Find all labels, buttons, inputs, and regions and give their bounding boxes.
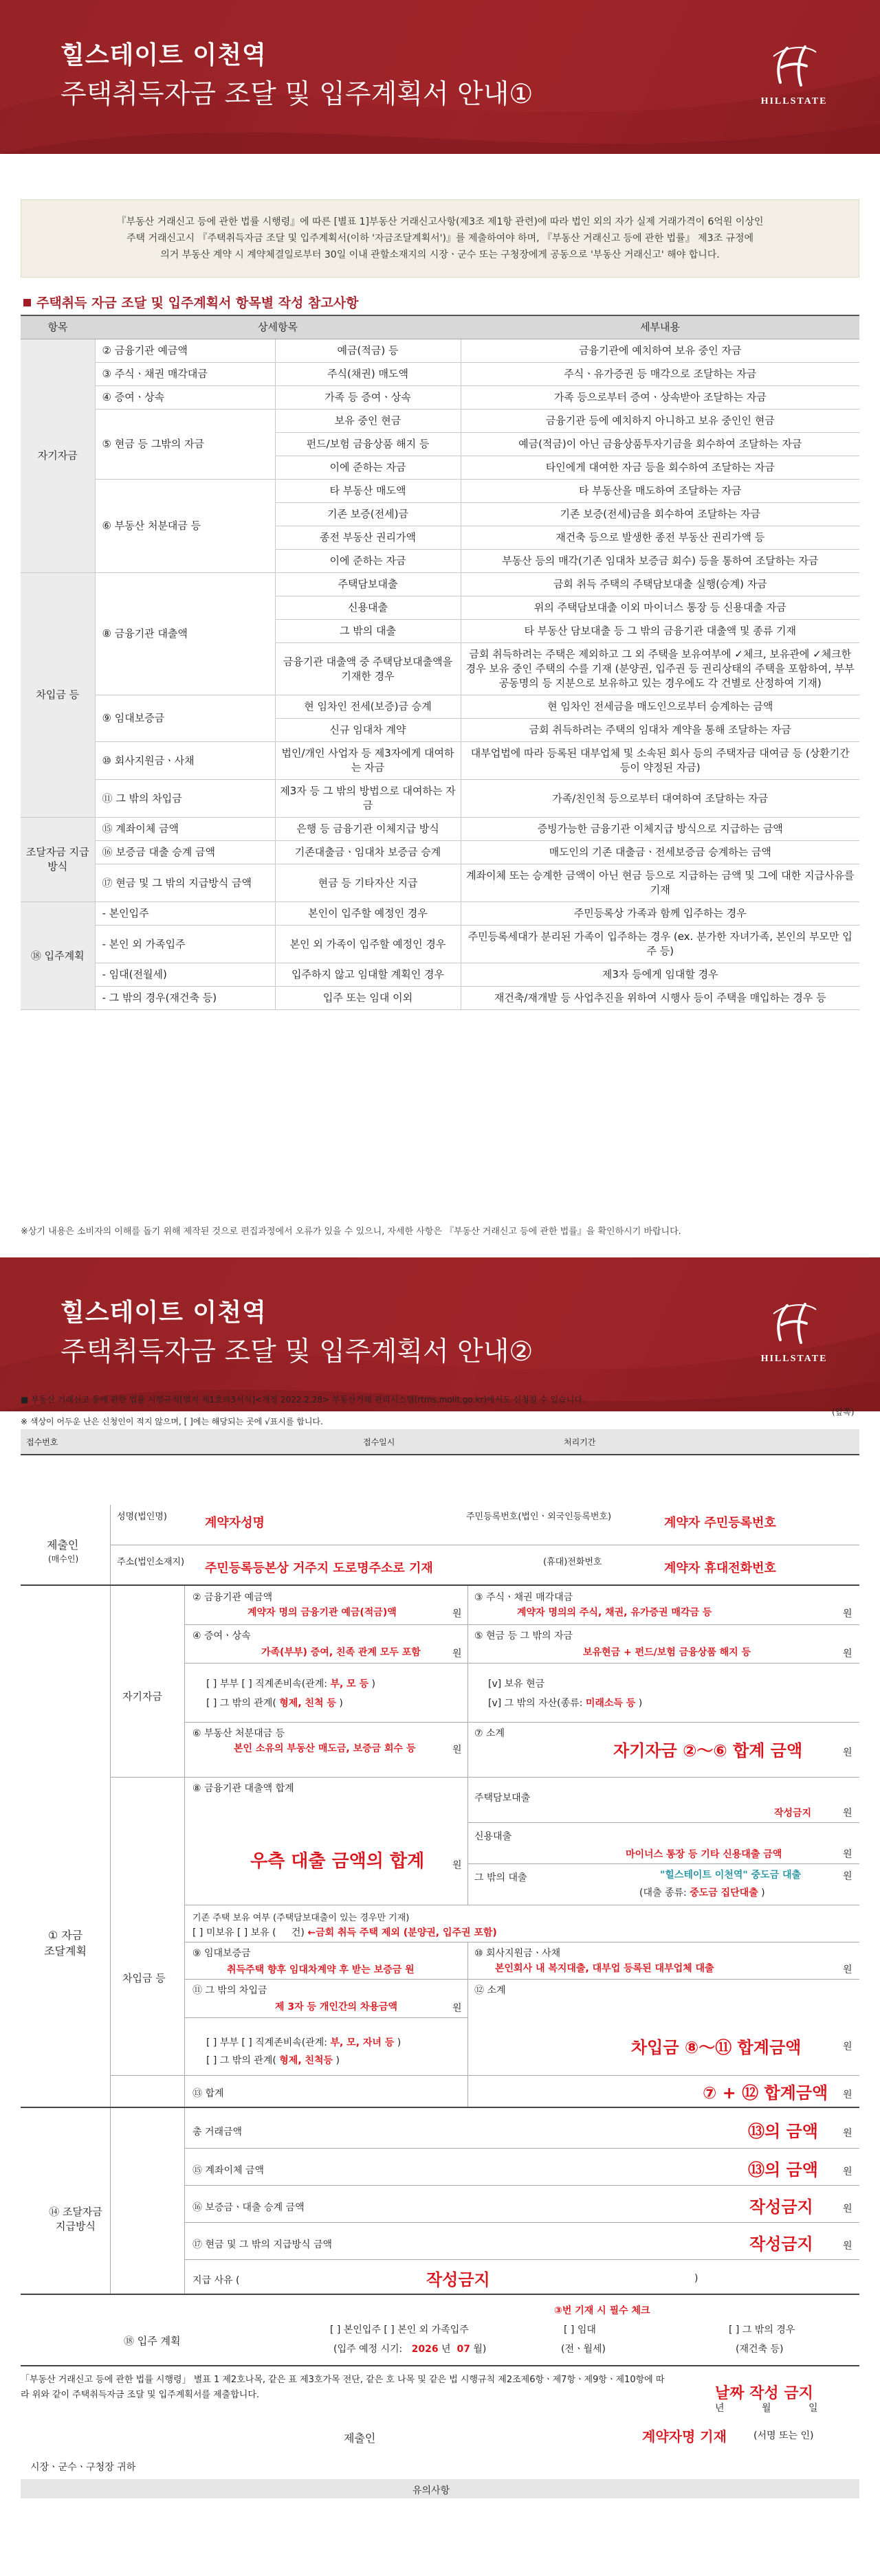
fund-plan-label-1: ① 자금: [47, 1929, 83, 1942]
content-cell: 예금(적금)이 아닌 금융상품투자기금을 회수하여 조달하는 자금: [461, 433, 859, 456]
item-17-value[interactable]: 작성금지: [749, 2235, 813, 2254]
item-cell: ⑨ 임대보증금: [95, 695, 275, 742]
item-4a-value[interactable]: 부, 모 등: [330, 1679, 369, 1690]
item-11a-value[interactable]: 부, 모, 자녀 등: [330, 2037, 395, 2048]
own-funds-label: 자기자금: [122, 1690, 162, 1703]
table-row: [21, 695, 859, 719]
mortgage-value[interactable]: 작성금지: [774, 1808, 812, 1819]
item-12-value[interactable]: 차입금 ⑧～⑪ 합계금액: [631, 2038, 802, 2057]
table-row: [21, 480, 859, 503]
move-in-other-checkbox[interactable]: [ ] 그 밖의 경우: [729, 2325, 795, 2336]
detail-cell: 본인이 입주할 예정인 경우: [275, 902, 461, 926]
table-row: [21, 386, 859, 410]
item-11-relation-1: [ ] 부부 [ ] 직계존비속(관계: 부, 모, 자녀 등 ): [206, 2037, 402, 2048]
banner-1: [0, 0, 880, 154]
content-cell: 금회 취득하려는 주택은 제외하고 그 외 주택을 보유여부에 ✓체크, 보유관에 ✓체크한 경우 보유 중인 주택의 수를 기재 (분양권, 입주권 등 권리상태의 주택을 포함하여, 부부공동명의 등 지분으로 보유하고 있는 경우에도 각 건별로 산정하여 기재): [461, 643, 859, 695]
won-unit: 원: [843, 2041, 852, 2052]
item-5-value[interactable]: 보유현금 + 펀드/보험 금융상품 해지 등: [583, 1647, 751, 1658]
detail-cell: 금융기관 대출액 중 주택담보대출액을 기재한 경우: [275, 643, 461, 695]
item-5b-text: [v] 그 밖의 자산(종류:: [488, 1698, 583, 1709]
logo-text: HILLSTATE: [760, 1354, 828, 1364]
item-4b-value[interactable]: 형제, 친척 등: [279, 1698, 336, 1709]
receipt-row: [21, 1429, 859, 1454]
address-value[interactable]: 주민등록등본상 거주지 도로명주소로 기재: [205, 1561, 433, 1576]
hillstate-logo-icon: [767, 43, 822, 91]
move-in-year[interactable]: 2026: [411, 2344, 439, 2355]
detail-cell: 신용대출: [275, 596, 461, 620]
rent-required-note: ③번 기재 시 필수 체크: [554, 2305, 650, 2316]
fund-plan-label: [34, 1927, 96, 1958]
detail-cell: 제3자 등 그 밖의 방법으로 대여하는 자금: [275, 780, 461, 818]
won-unit: 원: [452, 2003, 462, 2014]
table-row: [21, 818, 859, 841]
recipient: 시장ㆍ군수ㆍ구청장 귀하: [30, 2462, 136, 2473]
name-value[interactable]: 계약자성명: [205, 1516, 265, 1530]
name-label: 성명(법인명): [117, 1512, 167, 1522]
won-unit: 원: [452, 1609, 462, 1620]
won-unit: 원: [843, 1849, 852, 1860]
item-11a-text: [ ] 부부 [ ] 직계존비속(관계:: [206, 2037, 327, 2048]
total-price-value[interactable]: ⑬의 금액: [748, 2122, 818, 2141]
table-row: [21, 926, 859, 963]
existing-home-note: ←금회 취득 주택 제외 (분양권, 입주권 포함): [307, 1927, 497, 1938]
notice-line: 주택 거래신고시 『주택취득자금 조달 및 입주계획서(이하 '자금조달계획서')』를 제출하여야 하며, 『부동산 거래신고 등에 관한 법률』 제3조 규정에: [126, 233, 754, 244]
content-cell: 재건축 등으로 발생한 종전 부동산 권리가액 등: [461, 526, 859, 550]
content-cell: 제3자 등에게 임대할 경우: [461, 963, 859, 987]
detail-cell: 현금 등 기타자산 지급: [275, 864, 461, 902]
item-3-value[interactable]: 계약자 명의의 주식, 채권, 유가증권 매각금 등: [517, 1607, 712, 1618]
id-value[interactable]: 계약자 주민등록번호: [664, 1516, 776, 1530]
month-unit: 월): [473, 2344, 487, 2355]
loan-type-label: (대출 종류:: [639, 1888, 687, 1899]
item-cell: ⑪ 그 밖의 차입금: [95, 780, 275, 818]
col-header: 상세항목: [95, 315, 461, 339]
notice-box: [21, 199, 859, 278]
content-cell: 대부업법에 따라 등록된 대부업체 및 소속된 회사 등의 주택자금 대여금 등 (상환기간 등이 약정된 자금): [461, 742, 859, 780]
id-label: 주민등록번호(법인ㆍ외국인등록번호): [466, 1512, 612, 1522]
item-4-relation-2: [ ] 그 밖의 관계( 형제, 친척 등 ): [206, 1698, 343, 1709]
guide-text: ※ 색상이 어두운 난은 신청인이 적지 않으며, [ ]에는 해당되는 곳에 √표시를 합니다.: [21, 1417, 323, 1426]
item-cell: ③ 주식ㆍ채권 매각대금: [95, 363, 275, 386]
table-row: [21, 963, 859, 987]
detail-cell: 종전 부동산 권리가액: [275, 526, 461, 550]
detail-cell: 펀드/보험 금융상품 해지 등: [275, 433, 461, 456]
detail-cell: 이에 준하는 자금: [275, 550, 461, 573]
item-8-value[interactable]: 우측 대출 금액의 합계: [250, 1851, 425, 1872]
won-unit: 원: [843, 1747, 852, 1758]
item-5-checkbox-other[interactable]: [v] 그 밖의 자산(종류: 미래소득 등 ): [488, 1698, 643, 1709]
item-15-label: ⑮ 계좌이체 금액: [192, 2165, 265, 2176]
table-row: [21, 987, 859, 1010]
payment-reason-value[interactable]: 작성금지: [426, 2270, 490, 2289]
detail-cell: 기존대출금ㆍ임대차 보증금 승계: [275, 841, 461, 864]
phone-value[interactable]: 계약자 휴대전화번호: [664, 1561, 776, 1576]
item-4-relation-1: [ ] 부부 [ ] 직계존비속(관계: 부, 모 등 ): [206, 1679, 376, 1690]
item-15-value[interactable]: ⑬의 금액: [748, 2160, 818, 2180]
rent-type: (전ㆍ월세): [561, 2344, 606, 2355]
item-4b-text: [ ] 그 밖의 관계(: [206, 1698, 276, 1709]
content-cell: 금융기관에 예치하여 보유 중인 자금: [461, 339, 859, 363]
table-row: [21, 339, 859, 363]
item-cell: ⑯ 보증금 대출 승계 금액: [95, 841, 275, 864]
other-loan-value[interactable]: "힐스테이트 이천역" 중도금 대출: [660, 1870, 802, 1881]
section-title: [23, 293, 358, 311]
table-row: [21, 742, 859, 780]
legal-statement-1: 「부동산 거래신고 등에 관한 법률 시행령」 별표 1 제2호나목, 같은 표 제3호가목 전단, 같은 호 나목 및 같은 법 시행규칙 제2조제6항ㆍ제7항ㆍ제9항ㆍ제10항에 따: [21, 2375, 665, 2385]
content-cell: 기존 보증(전세)금을 회수하여 조달하는 자금: [461, 503, 859, 526]
section-title-text: 주택취득 자금 조달 및 입주계획서 항목별 작성 참고사항: [36, 295, 359, 311]
item-11b-value[interactable]: 형제, 친척등: [279, 2055, 333, 2066]
detail-cell: 주식(채권) 매도액: [275, 363, 461, 386]
item-5-label: ⑤ 현금 등 그 밖의 자금: [474, 1631, 573, 1642]
item-8-label: ⑧ 금융기관 대출액 합계: [192, 1783, 294, 1794]
banner-title: 힐스테이트 이천역: [60, 41, 267, 69]
detail-cell: 본인 외 가족이 입주할 예정인 경우: [275, 926, 461, 963]
item-16-label: ⑯ 보증금ㆍ대출 승계 금액: [192, 2202, 305, 2213]
content-cell: 현 임차인 전세금을 매도인으로부터 승계하는 금액: [461, 695, 859, 719]
item-5-checkbox-cash[interactable]: [v] 보유 현금: [488, 1679, 545, 1690]
detail-cell: 입주 또는 임대 이외: [275, 987, 461, 1010]
signer-label: 제출인: [344, 2432, 376, 2445]
content-cell: 매도인의 기존 대출금ㆍ전세보증금 승계하는 금액: [461, 841, 859, 864]
won-unit: 원: [843, 2128, 852, 2139]
won-unit: 원: [843, 1609, 852, 1620]
address-label: 주소(법인소재지): [117, 1557, 185, 1567]
item-cell: ⑥ 부동산 처분대금 등: [95, 480, 275, 573]
content-cell: 부동산 등의 매각(기존 임대차 보증금 회수) 등을 통하여 조달하는 자금: [461, 550, 859, 573]
item-7-value[interactable]: 자기자금 ②～⑥ 합계 금액: [613, 1741, 803, 1760]
detail-cell: 기존 보증(전세)금: [275, 503, 461, 526]
existing-home-label: 기존 주택 보유 여부 (주택담보대출이 있는 경우만 기재): [192, 1913, 410, 1923]
content-cell: 금융기관 등에 예치하지 아니하고 보유 중인인 현금: [461, 410, 859, 433]
caution-label: 유의사항: [412, 2485, 450, 2496]
hillstate-logo: [756, 1300, 832, 1365]
legal-statement-2: 라 위와 같이 주택취득자금 조달 및 입주계획서를 제출합니다.: [21, 2390, 260, 2400]
group-cell: 자기자금: [21, 339, 95, 573]
item-16-value[interactable]: 작성금지: [749, 2197, 813, 2217]
item-13-value[interactable]: ⑦ + ⑫ 합계금액: [703, 2083, 828, 2103]
won-unit: 원: [452, 1648, 462, 1659]
item-6-label: ⑥ 부동산 처분대금 등: [192, 1728, 285, 1739]
content-cell: 계좌이체 또는 승계한 금액이 아닌 현금 등으로 지급하는 금액 및 그에 대한 지급사유를 기재: [461, 864, 859, 902]
front-side-label: (앞쪽): [832, 1407, 855, 1417]
borrowings-label: 차입금 등: [122, 1972, 166, 1984]
item-cell: - 임대(전월세): [95, 963, 275, 987]
item-11-relation-2: [ ] 그 밖의 관계( 형제, 친척등 ): [206, 2055, 340, 2066]
other-type: (재건축 등): [736, 2344, 784, 2355]
credit-loan-value[interactable]: 마이너스 통장 등 기타 신용대출 금액: [626, 1849, 782, 1860]
item-3-label: ③ 주식ㆍ채권 매각대금: [474, 1592, 573, 1603]
move-in-date: [333, 2342, 486, 2355]
item-cell: ⑰ 현금 및 그 밖의 지급방식 금액: [95, 864, 275, 902]
banner-subtitle: 주택취득자금 조달 및 입주계획서 안내①: [60, 79, 534, 110]
fund-plan-label-2: 조달계획: [44, 1945, 87, 1958]
item-4-label: ④ 증여ㆍ상속: [192, 1631, 251, 1642]
submitter-sub-label: (매수인): [48, 1554, 79, 1564]
item-9-label: ⑨ 임대보증금: [192, 1948, 251, 1959]
paren-close: ): [694, 2273, 698, 2284]
item-cell: - 그 밖의 경우(재건축 등): [95, 987, 275, 1010]
content-cell: 가족/친인척 등으로부터 대여하여 조달하는 자금: [461, 780, 859, 818]
content-cell: 금회 취득하려는 주택의 임대차 계약을 통해 조달하는 자금: [461, 719, 859, 742]
content-cell: 증빙가능한 금융기관 이체지급 방식으로 지급하는 금액: [461, 818, 859, 841]
won-unit: 원: [843, 1808, 852, 1819]
group-cell: ⑱ 입주계획: [21, 902, 95, 1010]
won-unit: 원: [843, 2166, 852, 2177]
content-cell: 주식ㆍ유가증권 등 매각으로 조달하는 자금: [461, 363, 859, 386]
detail-cell: 보유 중인 현금: [275, 410, 461, 433]
hillstate-logo: [756, 43, 832, 107]
loan-type: (대출 종류: 중도금 집단대출 ): [639, 1888, 765, 1899]
item-2-value[interactable]: 계약자 명의 금융기관 예금(적금)액: [248, 1607, 397, 1618]
item-10-value[interactable]: 본인회사 내 복지대출, 대부업 등록된 대부업체 대출: [495, 1963, 714, 1974]
item-cell: - 본인입주: [95, 902, 275, 926]
item-12-label: ⑫ 소계: [474, 1985, 506, 1996]
group-cell: 차입금 등: [21, 573, 95, 818]
move-in-self-checkbox[interactable]: [ ] 본인입주 [ ] 본인 외 가족입주: [330, 2325, 469, 2336]
item-6-value[interactable]: 본인 소유의 부동산 매도금, 보증금 회수 등: [234, 1743, 416, 1754]
footnote: ※상기 내용은 소비자의 이해를 돕기 위해 제작된 것으로 편집과정에서 오류가 있을 수 있으니, 자세한 사항은 『부동산 거래신고 등에 관한 법률』을 확인하시기 바랍니다.: [21, 1227, 681, 1237]
item-9-value[interactable]: 취득주택 향후 임대차계약 후 받는 보증금 원: [227, 1964, 415, 1975]
table-row: [21, 902, 859, 926]
receipt-number-label: 접수번호: [26, 1437, 58, 1447]
total-price-label: 총 거래금액: [192, 2127, 243, 2138]
sign-hint: (서명 또는 인): [754, 2430, 814, 2441]
item-cell: ⑮ 계좌이체 금액: [95, 818, 275, 841]
col-header: 항목: [21, 315, 95, 339]
detail-cell: 그 밖의 대출: [275, 620, 461, 643]
notice-line: 『부동산 거래신고 등에 관한 법률 시행령』에 따른 [별표 1]부동산 거래신고사항(제3조 제1항 관련)에 따라 법인 외의 자가 실제 거래가격이 6억원 이상인: [116, 216, 764, 227]
detail-cell: 주택담보대출: [275, 573, 461, 596]
item-7-label: ⑦ 소계: [474, 1728, 505, 1739]
won-unit: 원: [843, 2090, 852, 2101]
existing-home-options: [ ] 미보유 [ ] 보유 (: [192, 1927, 276, 1938]
signer-name-value[interactable]: 계약자명 기재: [642, 2428, 727, 2445]
item-4-value[interactable]: 가족(부부) 증여, 친족 관계 모두 포함: [261, 1647, 421, 1658]
reference-table: [21, 315, 859, 1010]
receipt-date-label: 접수일시: [363, 1437, 395, 1447]
table-row: [21, 780, 859, 818]
content-cell: 타 부동산 담보대출 등 그 밖의 금융기관 대출액 및 종류 기재: [461, 620, 859, 643]
payment-reason-label: 지급 사유 (: [192, 2275, 240, 2286]
won-unit: 원: [843, 2241, 852, 2252]
table-row: [21, 864, 859, 902]
won-unit: 원: [843, 1648, 852, 1659]
banner-title: 힐스테이트 이천역: [60, 1299, 267, 1327]
loan-type-value[interactable]: 중도금 집단대출: [690, 1888, 758, 1899]
law-reference: ■ 부동산 거래신고 등에 관한 법률 시행규칙[별지 제1호의3서식]<개정 2022.2.28> 부동산거래 관리시스템(rtms.molit.go.kr)에서도 신청할 수 있습니다.: [21, 1395, 585, 1404]
table-row: [21, 410, 859, 433]
won-unit: 원: [452, 1745, 462, 1756]
detail-cell: 신규 임대차 계약: [275, 719, 461, 742]
content-cell: 금회 취득 주택의 주택담보대출 실행(승계) 자금: [461, 573, 859, 596]
item-cell: ⑤ 현금 등 그밖의 자금: [95, 410, 275, 480]
content-cell: 타인에게 대여한 자금 등을 회수하여 조달하는 자금: [461, 456, 859, 480]
square-bullet-icon: [23, 299, 31, 306]
date-fields[interactable]: 년 월 일: [715, 2403, 818, 2414]
detail-cell: 이에 준하는 자금: [275, 456, 461, 480]
existing-home-checkbox[interactable]: [192, 1925, 497, 1939]
phone-label: (휴대)전화번호: [543, 1557, 602, 1567]
item-11b-text: [ ] 그 밖의 관계(: [206, 2055, 276, 2066]
payment-method-label-1: ⑭ 조달자금: [49, 2206, 102, 2218]
item-cell: ② 금융기관 예금액: [95, 339, 275, 363]
content-cell: 가족 등으로부터 증여ㆍ상속받아 조달하는 자금: [461, 386, 859, 410]
item-17-label: ⑰ 현금 및 그 밖의 지급방식 금액: [192, 2239, 332, 2250]
group-cell: 조달자금 지급방식: [21, 818, 95, 902]
item-cell: ④ 증여ㆍ상속: [95, 386, 275, 410]
logo-text: HILLSTATE: [760, 96, 828, 107]
item-11-value[interactable]: 제 3자 등 개인간의 차용금액: [275, 2002, 398, 2013]
year-unit: 년: [441, 2344, 451, 2355]
won-unit: 원: [843, 2204, 852, 2215]
detail-cell: 예금(적금) 등: [275, 339, 461, 363]
item-13-label: ⑬ 합계: [192, 2088, 224, 2099]
detail-cell: 입주하지 않고 임대할 계획인 경우: [275, 963, 461, 987]
move-in-month[interactable]: 07: [456, 2344, 470, 2355]
process-period-label: 처리기간: [564, 1437, 596, 1447]
item-cell: ⑩ 회사지원금ㆍ사채: [95, 742, 275, 780]
submitter-label: 제출인: [47, 1538, 79, 1552]
other-loan-label: 그 밖의 대출: [474, 1872, 527, 1883]
content-cell: 타 부동산을 매도하여 조달하는 자금: [461, 480, 859, 503]
won-unit: 원: [452, 1860, 462, 1871]
item-5b-value[interactable]: 미래소득 등: [585, 1698, 636, 1709]
detail-cell: 현 임차인 전세(보증)금 승계: [275, 695, 461, 719]
payment-method-label: [41, 2204, 110, 2233]
detail-cell: 은행 등 금융기관 이체지급 방식: [275, 818, 461, 841]
date-note: 날짜 작성 금지: [715, 2385, 813, 2402]
table-row: [21, 573, 859, 596]
col-header: 세부내용: [461, 315, 859, 339]
item-11-label: ⑪ 그 밖의 차입금: [192, 1985, 267, 1996]
item-4a-text: [ ] 부부 [ ] 직계존비속(관계:: [206, 1679, 327, 1690]
content-cell: 주민등록세대가 분리된 가족이 입주하는 경우 (ex. 분가한 자녀가족, 본인의 부모만 입주 등): [461, 926, 859, 963]
won-unit: 원: [843, 1871, 852, 1882]
mortgage-label: 주택담보대출: [474, 1793, 531, 1804]
move-in-rent-checkbox[interactable]: [ ] 임대: [564, 2325, 596, 2336]
notice-line: 의거 부동산 계약 시 계약체결일로부터 30일 이내 관할소재지의 시장ㆍ군수 또는 구청장에게 공동으로 '부동산 거래신고' 해야 합니다.: [160, 249, 720, 260]
item-cell: ⑧ 금융기관 대출액: [95, 573, 275, 695]
detail-cell: 가족 등 증여ㆍ상속: [275, 386, 461, 410]
move-in-plan-label: ⑱ 입주 계획: [124, 2335, 181, 2347]
move-in-date-label: (입주 예정 시기:: [333, 2344, 403, 2355]
credit-loan-label: 신용대출: [474, 1831, 512, 1842]
won-unit: 원: [843, 1964, 852, 1975]
detail-cell: 타 부동산 매도액: [275, 480, 461, 503]
banner-subtitle: 주택취득자금 조달 및 입주계획서 안내②: [60, 1336, 534, 1367]
hillstate-logo-icon: [767, 1300, 822, 1348]
fund-plan-form: [21, 1385, 859, 2562]
table-row: [21, 363, 859, 386]
content-cell: 주민등록상 가족과 함께 입주하는 경우: [461, 902, 859, 926]
detail-cell: 법인/개인 사업자 등 제3자에게 대여하는 자금: [275, 742, 461, 780]
item-cell: - 본인 외 가족입주: [95, 926, 275, 963]
content-cell: 재건축/재개발 등 사업추진을 위하여 시행사 등이 주택을 매입하는 경우 등: [461, 987, 859, 1010]
existing-home-count: 건): [291, 1927, 305, 1938]
payment-method-label-2: 지급방식: [56, 2220, 96, 2232]
item-2-label: ② 금융기관 예금액: [192, 1592, 273, 1603]
content-cell: 위의 주택담보대출 이외 마이너스 통장 등 신용대출 자금: [461, 596, 859, 620]
item-10-label: ⑩ 회사지원금ㆍ사채: [474, 1948, 561, 1959]
table-row: [21, 841, 859, 864]
